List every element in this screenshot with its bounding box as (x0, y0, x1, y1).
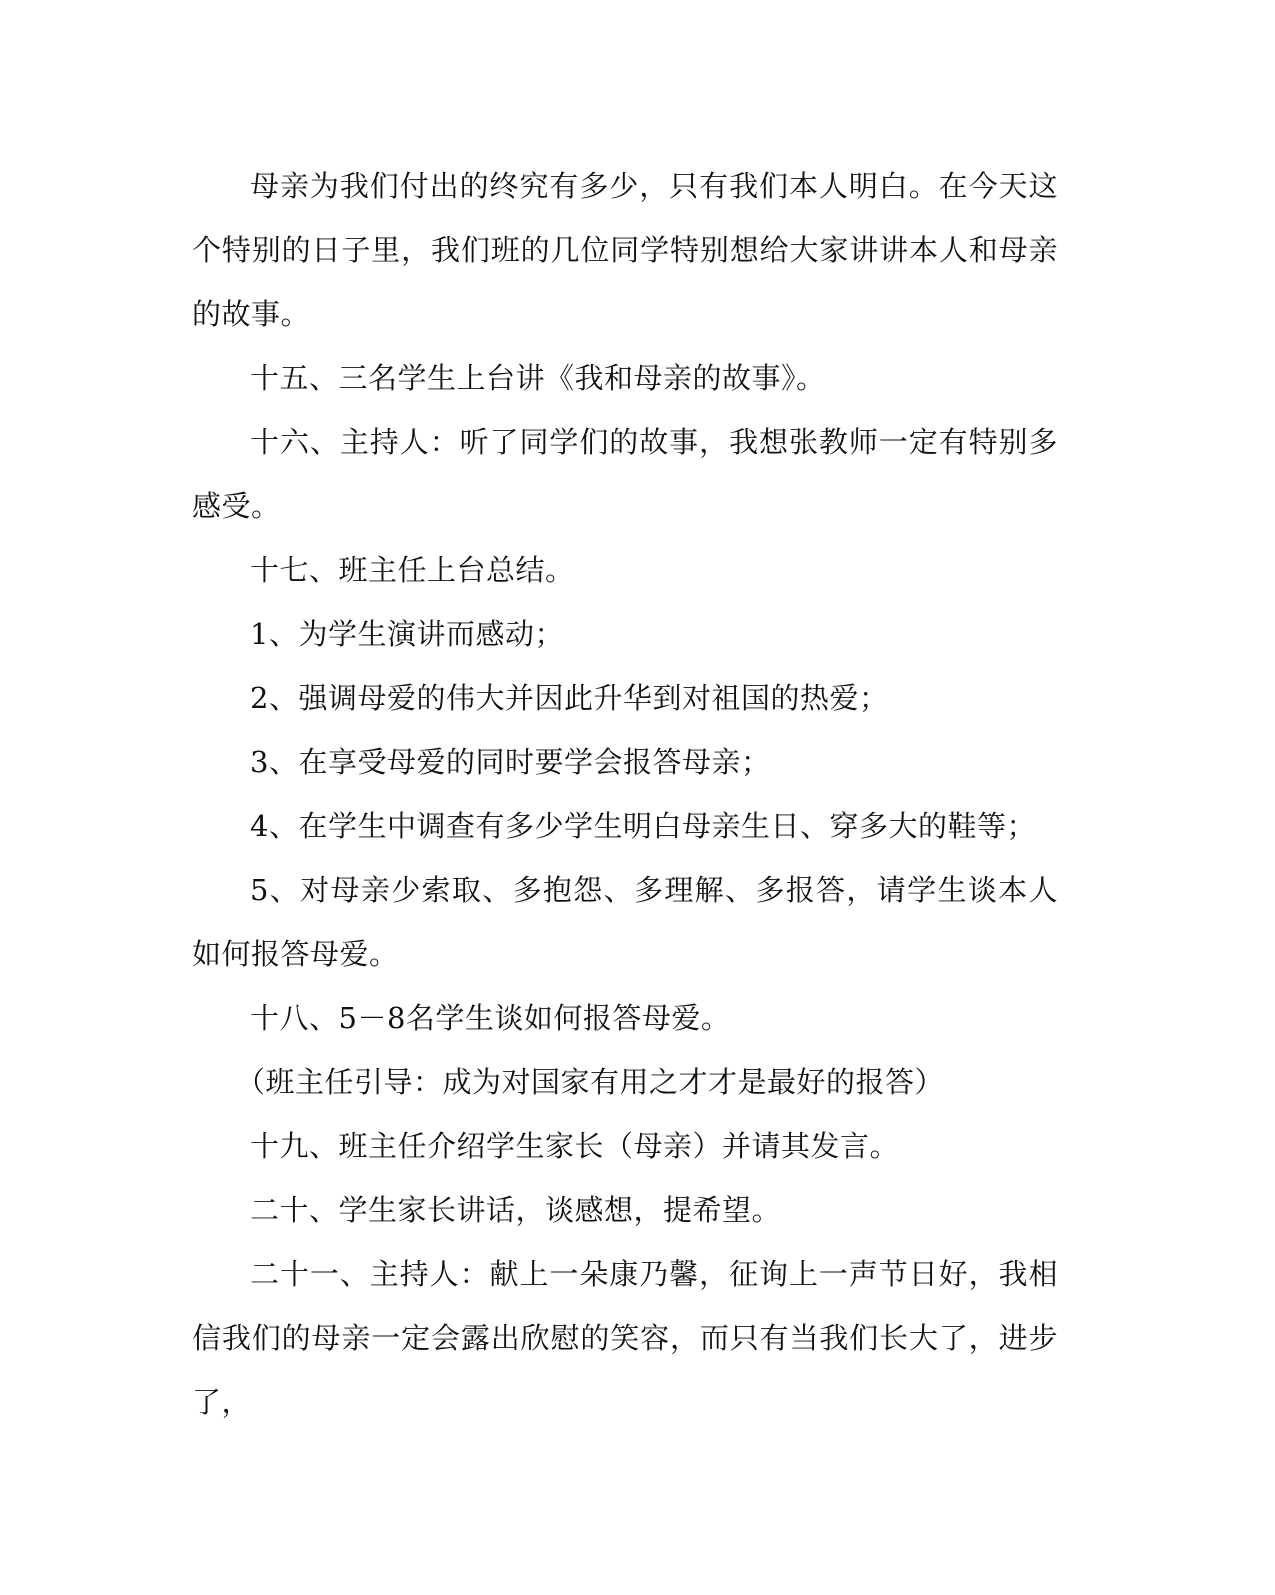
paragraph-point-3: 3、在享受母爱的同时要学会报答母亲； (250, 745, 771, 779)
paragraph-step-21: 二十一、主持人：献上一朵康乃馨，征询上一声节日好，我相信我们的母亲一定会露出欣慰的笑容，而只有当我们长大了，进步了， (192, 1257, 1058, 1419)
document-body (192, 154, 1058, 1434)
paragraph-step-19: 十九、班主任介绍学生家长（母亲）并请其发言。 (250, 1129, 900, 1163)
paragraph-point-4: 4、在学生中调查有多少学生明白母亲生日、穿多大的鞋等； (250, 809, 1036, 843)
paragraph-point-1: 1、为学生演讲而感动； (250, 617, 564, 651)
paragraph-step-15: 十五、三名学生上台讲《我和母亲的故事》。 (250, 361, 826, 395)
paragraph-step-17: 十七、班主任上台总结。 (250, 553, 575, 587)
paragraph-step-16: 十六、主持人：听了同学们的故事，我想张教师一定有特别多感受。 (192, 425, 1058, 523)
paragraph-teacher-guidance: （班主任引导：成为对国家有用之才才是最好的报答） (236, 1065, 945, 1099)
paragraph-step-18: 十八、5－8名学生谈如何报答母爱。 (250, 1001, 731, 1035)
paragraph-step-20: 二十、学生家长讲话，谈感想，提希望。 (250, 1193, 782, 1227)
paragraph-intro: 母亲为我们付出的终究有多少，只有我们本人明白。在今天这个特别的日子里，我们班的几位同学特别想给大家讲讲本人和母亲的故事。 (192, 169, 1058, 331)
paragraph-point-2: 2、强调母爱的伟大并因此升华到对祖国的热爱； (250, 681, 889, 715)
paragraph-point-5: 5、对母亲少索取、多抱怨、多理解、多报答，请学生谈本人如何报答母爱。 (192, 873, 1058, 971)
